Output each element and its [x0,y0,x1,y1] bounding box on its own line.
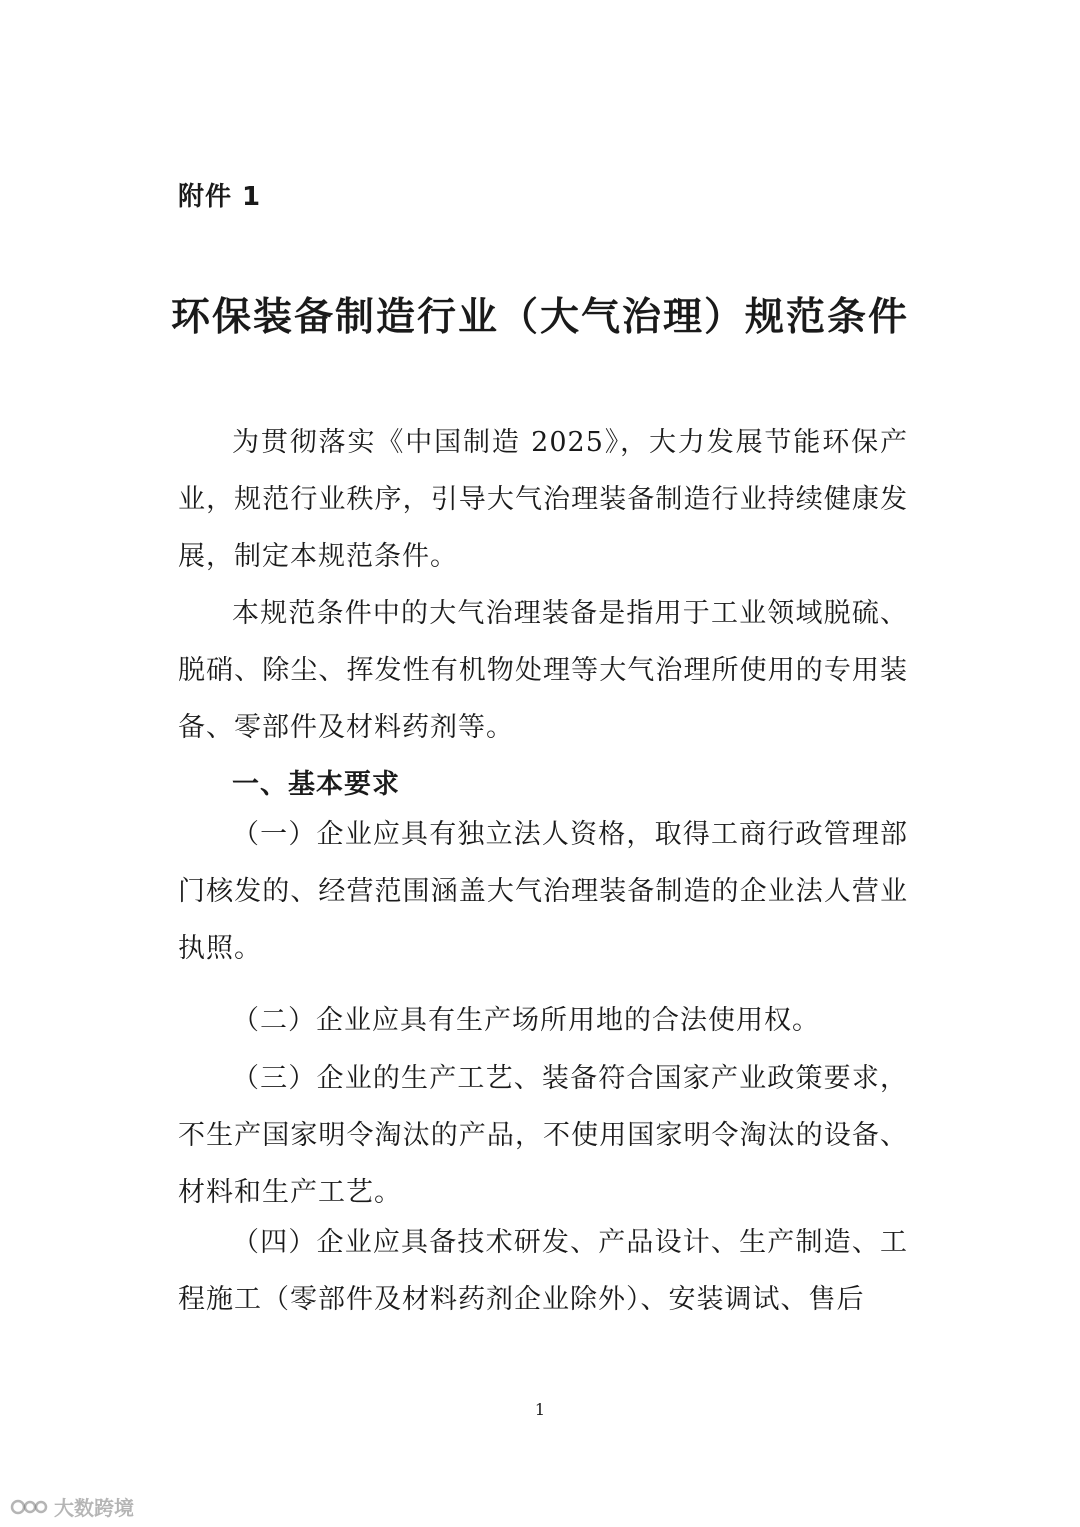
document-title: 环保装备制造行业（大气治理）规范条件 [170,295,909,340]
requirement-item-text: （三）企业的生产工艺、装备符合国家产业政策要求，不生产国家明令淘汰的产品，不使用国家明令淘汰的设备、材料和生产工艺。 [178,1063,908,1208]
requirement-item-text: （一）企业应具有独立法人资格，取得工商行政管理部门核发的、经营范围涵盖大气治理装备制造的企业法人营业执照。 [178,819,908,964]
section-heading: 一、基本要求 [232,769,400,800]
intro-section [178,414,908,756]
attachment-label: 附件 1 [178,182,262,212]
requirement-item-text: （四）企业应具备技术研发、产品设计、生产制造、工程施工（零部件及材料药剂企业除外）、安装调试、售后 [178,1227,908,1315]
requirement-item [178,1050,908,1221]
watermark-text: 大数跨境 [54,1496,134,1520]
requirement-item [178,806,908,977]
intro-paragraph: 本规范条件中的大气治理装备是指用于工业领域脱硫、脱硝、除尘、挥发性有机物处理等大气治理所使用的专用装备、零部件及材料药剂等。 [178,598,908,743]
watermark [10,1492,134,1521]
requirement-item [178,1214,908,1328]
watermark-logo-icon [10,1496,48,1518]
intro-paragraph: 为贯彻落实《中国制造 2025》，大力发展节能环保产业，规范行业秩序，引导大气治理装备制造行业持续健康发展，制定本规范条件。 [178,427,908,572]
requirement-item [178,992,908,1049]
requirement-item-text: （二）企业应具有生产场所用地的合法使用权。 [232,1005,820,1036]
page-number: 1 [534,1400,546,1419]
